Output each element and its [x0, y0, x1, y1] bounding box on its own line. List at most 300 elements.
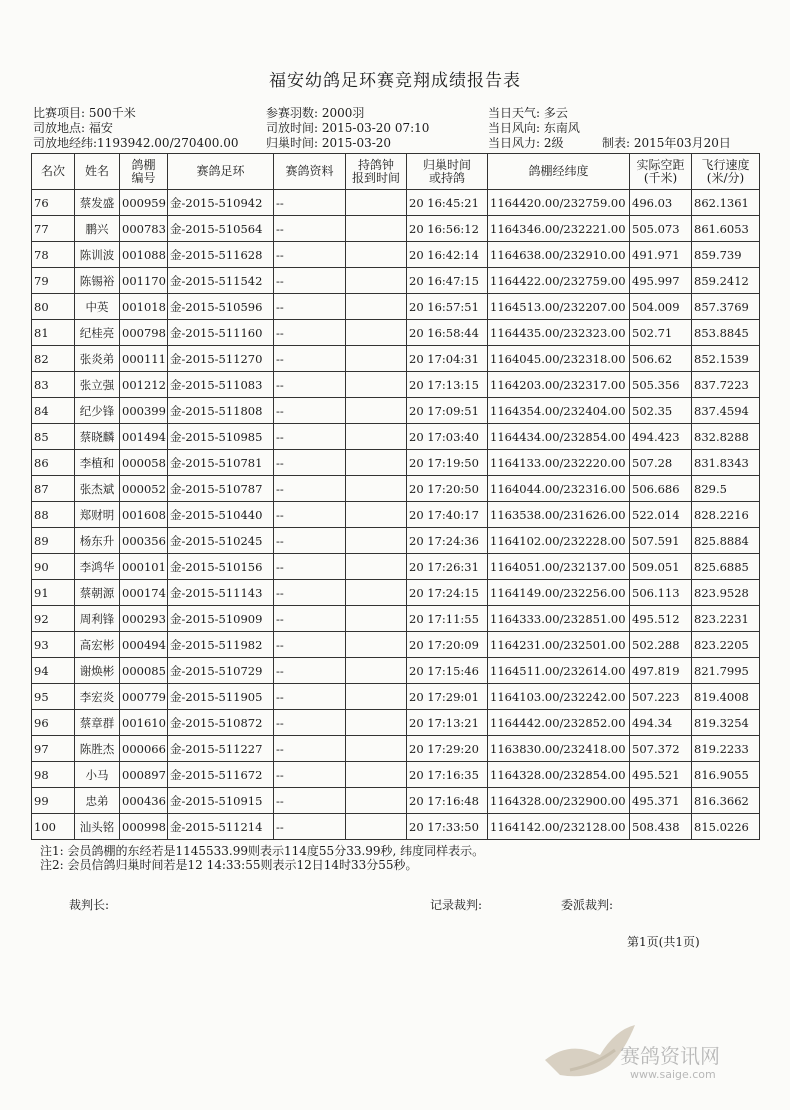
cell-clock-time	[346, 528, 407, 554]
table-row	[32, 632, 760, 658]
header-name: 姓名	[75, 154, 120, 190]
cell-ring-no: 金-2015-510787	[168, 476, 274, 502]
cell-ring-no: 金-2015-511143	[168, 580, 274, 606]
cell-ring-no: 金-2015-510985	[168, 424, 274, 450]
table-row	[32, 346, 760, 372]
table-row	[32, 684, 760, 710]
cell-clock-time	[346, 346, 407, 372]
cell-arrival-time: 20 16:47:15	[407, 268, 488, 294]
cell-distance: 505.073	[630, 216, 692, 242]
cell-arrival-time: 20 17:15:46	[407, 658, 488, 684]
cell-clock-time	[346, 606, 407, 632]
cell-clock-time	[346, 684, 407, 710]
cell-loft-coordinates: 1164513.00/232207.00	[488, 294, 630, 320]
cell-distance: 491.971	[630, 242, 692, 268]
cell-name: 陈胜杰	[75, 736, 120, 762]
cell-rank: 89	[32, 528, 75, 554]
cell-loft-coordinates: 1164103.00/232242.00	[488, 684, 630, 710]
cell-loft-no: 000356	[120, 528, 168, 554]
cell-arrival-time: 20 17:40:17	[407, 502, 488, 528]
cell-bird-info: --	[274, 450, 346, 476]
cell-clock-time	[346, 294, 407, 320]
cell-loft-coordinates: 1164435.00/232323.00	[488, 320, 630, 346]
cell-loft-no: 000779	[120, 684, 168, 710]
cell-ring-no: 金-2015-510564	[168, 216, 274, 242]
cell-speed: 819.4008	[692, 684, 760, 710]
cell-rank: 97	[32, 736, 75, 762]
cell-ring-no: 金-2015-511214	[168, 814, 274, 840]
cell-bird-info: --	[274, 762, 346, 788]
cell-arrival-time: 20 17:09:51	[407, 398, 488, 424]
cell-loft-coordinates: 1164051.00/232137.00	[488, 554, 630, 580]
note-2: 注2: 会员信鸽归巢时间若是12 14:33:55则表示12日14时33分55秒。	[40, 858, 418, 872]
cell-speed: 862.1361	[692, 190, 760, 216]
cell-bird-info: --	[274, 242, 346, 268]
table-row	[32, 788, 760, 814]
cell-name: 蔡晓麟	[75, 424, 120, 450]
cell-loft-coordinates: 1164045.00/232318.00	[488, 346, 630, 372]
cell-bird-info: --	[274, 788, 346, 814]
cell-distance: 508.438	[630, 814, 692, 840]
cell-ring-no: 金-2015-511672	[168, 762, 274, 788]
cell-clock-time	[346, 450, 407, 476]
cell-name: 小马	[75, 762, 120, 788]
cell-name: 杨东升	[75, 528, 120, 554]
cell-loft-coordinates: 1164511.00/232614.00	[488, 658, 630, 684]
cell-name: 纪桂亮	[75, 320, 120, 346]
cell-distance: 506.113	[630, 580, 692, 606]
cell-ring-no: 金-2015-511542	[168, 268, 274, 294]
cell-loft-no: 000174	[120, 580, 168, 606]
cell-ring-no: 金-2015-510729	[168, 658, 274, 684]
table-row	[32, 294, 760, 320]
cell-loft-coordinates: 1164422.00/232759.00	[488, 268, 630, 294]
cell-distance: 502.35	[630, 398, 692, 424]
cell-rank: 96	[32, 710, 75, 736]
release-place: 司放地点: 福安	[33, 121, 113, 135]
cell-ring-no: 金-2015-511808	[168, 398, 274, 424]
cell-bird-info: --	[274, 320, 346, 346]
cell-loft-no: 000436	[120, 788, 168, 814]
cell-loft-coordinates: 1164203.00/232317.00	[488, 372, 630, 398]
cell-arrival-time: 20 17:13:15	[407, 372, 488, 398]
cell-speed: 828.2216	[692, 502, 760, 528]
cell-name: 陈训波	[75, 242, 120, 268]
table-row	[32, 814, 760, 840]
header-distance: 实际空距 (千米)	[630, 154, 692, 190]
cell-speed: 831.8343	[692, 450, 760, 476]
cell-rank: 92	[32, 606, 75, 632]
cell-ring-no: 金-2015-510872	[168, 710, 274, 736]
cell-clock-time	[346, 268, 407, 294]
cell-bird-info: --	[274, 710, 346, 736]
cell-speed: 832.8288	[692, 424, 760, 450]
cell-rank: 91	[32, 580, 75, 606]
table-row	[32, 268, 760, 294]
race-item: 比赛项目: 500千米	[33, 106, 136, 120]
cell-clock-time	[346, 372, 407, 398]
header-rank: 名次	[32, 154, 75, 190]
cell-arrival-time: 20 17:29:01	[407, 684, 488, 710]
appointed-judge-label: 委派裁判:	[561, 898, 614, 912]
cell-name: 蔡朝源	[75, 580, 120, 606]
cell-rank: 79	[32, 268, 75, 294]
cell-distance: 507.372	[630, 736, 692, 762]
cell-bird-info: --	[274, 346, 346, 372]
cell-name: 中英	[75, 294, 120, 320]
cell-rank: 82	[32, 346, 75, 372]
cell-arrival-time: 20 17:29:20	[407, 736, 488, 762]
cell-bird-info: --	[274, 736, 346, 762]
cell-arrival-time: 20 16:56:12	[407, 216, 488, 242]
info-column-1	[33, 106, 239, 151]
cell-rank: 99	[32, 788, 75, 814]
table-row	[32, 424, 760, 450]
cell-loft-coordinates: 1164434.00/232854.00	[488, 424, 630, 450]
table-row	[32, 242, 760, 268]
cell-loft-no: 000101	[120, 554, 168, 580]
cell-loft-coordinates: 1164346.00/232221.00	[488, 216, 630, 242]
notes	[40, 844, 484, 872]
cell-speed: 861.6053	[692, 216, 760, 242]
cell-loft-no: 000052	[120, 476, 168, 502]
cell-clock-time	[346, 736, 407, 762]
cell-bird-info: --	[274, 294, 346, 320]
cell-speed: 823.2231	[692, 606, 760, 632]
cell-loft-no: 001018	[120, 294, 168, 320]
table-row	[32, 762, 760, 788]
entry-count: 参赛羽数: 2000羽	[266, 106, 365, 120]
table-row	[32, 554, 760, 580]
cell-name: 郑财明	[75, 502, 120, 528]
header-clock-time: 持鸽钟 报到时间	[346, 154, 407, 190]
cell-distance: 496.03	[630, 190, 692, 216]
table-row	[32, 736, 760, 762]
cell-name: 张杰斌	[75, 476, 120, 502]
cell-bird-info: --	[274, 502, 346, 528]
cell-arrival-time: 20 17:20:50	[407, 476, 488, 502]
cell-loft-coordinates: 1164328.00/232854.00	[488, 762, 630, 788]
cell-speed: 837.7223	[692, 372, 760, 398]
table-row	[32, 398, 760, 424]
chief-judge-label: 裁判长:	[69, 898, 110, 912]
cell-clock-time	[346, 710, 407, 736]
cell-speed: 837.4594	[692, 398, 760, 424]
cell-distance: 494.34	[630, 710, 692, 736]
cell-distance: 504.009	[630, 294, 692, 320]
cell-distance: 495.512	[630, 606, 692, 632]
cell-arrival-time: 20 17:26:31	[407, 554, 488, 580]
cell-name: 高宏彬	[75, 632, 120, 658]
cell-loft-no: 000058	[120, 450, 168, 476]
cell-speed: 816.3662	[692, 788, 760, 814]
cell-name: 李宏炎	[75, 684, 120, 710]
cell-rank: 88	[32, 502, 75, 528]
cell-loft-coordinates: 1164638.00/232910.00	[488, 242, 630, 268]
cell-distance: 506.62	[630, 346, 692, 372]
cell-distance: 502.288	[630, 632, 692, 658]
report-title: 福安幼鸽足环赛竞翔成绩报告表	[269, 71, 521, 91]
cell-bird-info: --	[274, 216, 346, 242]
cell-loft-coordinates: 1164231.00/232501.00	[488, 632, 630, 658]
cell-speed: 857.3769	[692, 294, 760, 320]
cell-rank: 81	[32, 320, 75, 346]
cell-speed: 825.6885	[692, 554, 760, 580]
cell-name: 张立强	[75, 372, 120, 398]
table-row	[32, 658, 760, 684]
cell-rank: 94	[32, 658, 75, 684]
cell-name: 汕头铭	[75, 814, 120, 840]
cell-name: 李植和	[75, 450, 120, 476]
cell-distance: 497.819	[630, 658, 692, 684]
wind-direction: 当日风向: 东南风	[488, 121, 580, 135]
table-row	[32, 216, 760, 242]
cell-distance: 522.014	[630, 502, 692, 528]
cell-arrival-time: 20 17:11:55	[407, 606, 488, 632]
results-table	[31, 153, 760, 840]
cell-rank: 84	[32, 398, 75, 424]
cell-arrival-time: 20 17:19:50	[407, 450, 488, 476]
cell-arrival-time: 20 17:04:31	[407, 346, 488, 372]
header-loft-no: 鸽棚 编号	[120, 154, 168, 190]
cell-name: 周利锋	[75, 606, 120, 632]
cell-ring-no: 金-2015-511982	[168, 632, 274, 658]
cell-loft-coordinates: 1164333.00/232851.00	[488, 606, 630, 632]
cell-ring-no: 金-2015-510245	[168, 528, 274, 554]
cell-bird-info: --	[274, 424, 346, 450]
cell-clock-time	[346, 476, 407, 502]
cell-bird-info: --	[274, 658, 346, 684]
cell-loft-coordinates: 1164354.00/232404.00	[488, 398, 630, 424]
cell-distance: 507.591	[630, 528, 692, 554]
made-date: 制表: 2015年03月20日	[602, 136, 731, 150]
cell-speed: 816.9055	[692, 762, 760, 788]
cell-speed: 823.9528	[692, 580, 760, 606]
cell-rank: 93	[32, 632, 75, 658]
cell-loft-no: 001212	[120, 372, 168, 398]
cell-loft-no: 000494	[120, 632, 168, 658]
cell-name: 忠弟	[75, 788, 120, 814]
cell-arrival-time: 20 17:24:15	[407, 580, 488, 606]
cell-loft-no: 001608	[120, 502, 168, 528]
cell-distance: 507.223	[630, 684, 692, 710]
cell-loft-no: 001610	[120, 710, 168, 736]
cell-arrival-time: 20 17:16:35	[407, 762, 488, 788]
table-row	[32, 606, 760, 632]
cell-rank: 80	[32, 294, 75, 320]
cell-bird-info: --	[274, 268, 346, 294]
cell-clock-time	[346, 762, 407, 788]
cell-loft-coordinates: 1164149.00/232256.00	[488, 580, 630, 606]
cell-distance: 505.356	[630, 372, 692, 398]
cell-loft-no: 001494	[120, 424, 168, 450]
table-row	[32, 710, 760, 736]
header-bird-info: 赛鸽资料	[274, 154, 346, 190]
cell-arrival-time: 20 16:42:14	[407, 242, 488, 268]
cell-loft-coordinates: 1164442.00/232852.00	[488, 710, 630, 736]
cell-loft-no: 000293	[120, 606, 168, 632]
cell-bird-info: --	[274, 580, 346, 606]
cell-arrival-time: 20 17:03:40	[407, 424, 488, 450]
return-date: 归巢时间: 2015-03-20	[266, 136, 392, 150]
cell-loft-no: 000998	[120, 814, 168, 840]
record-judge-label: 记录裁判:	[430, 898, 483, 912]
cell-bird-info: --	[274, 476, 346, 502]
cell-distance: 495.521	[630, 762, 692, 788]
cell-loft-coordinates: 1164420.00/232759.00	[488, 190, 630, 216]
table-header	[32, 154, 760, 190]
table-row	[32, 450, 760, 476]
cell-loft-coordinates: 1164044.00/232316.00	[488, 476, 630, 502]
table-row	[32, 580, 760, 606]
cell-name: 蔡章群	[75, 710, 120, 736]
cell-loft-no: 000959	[120, 190, 168, 216]
cell-clock-time	[346, 658, 407, 684]
cell-arrival-time: 20 16:45:21	[407, 190, 488, 216]
cell-speed: 821.7995	[692, 658, 760, 684]
note-1: 注1: 会员鸽棚的东经若是1145533.99则表示114度55分33.99秒, 纬度同样表示。	[40, 844, 485, 858]
release-coordinates: 司放地经纬:1193942.00/270400.00	[33, 136, 239, 150]
cell-arrival-time: 20 17:33:50	[407, 814, 488, 840]
cell-ring-no: 金-2015-510915	[168, 788, 274, 814]
cell-speed: 829.5	[692, 476, 760, 502]
cell-speed: 819.3254	[692, 710, 760, 736]
cell-ring-no: 金-2015-511270	[168, 346, 274, 372]
cell-ring-no: 金-2015-510909	[168, 606, 274, 632]
cell-name: 鹏兴	[75, 216, 120, 242]
cell-ring-no: 金-2015-511160	[168, 320, 274, 346]
cell-speed: 815.0226	[692, 814, 760, 840]
cell-clock-time	[346, 242, 407, 268]
table-row	[32, 320, 760, 346]
cell-arrival-time: 20 16:57:51	[407, 294, 488, 320]
cell-rank: 85	[32, 424, 75, 450]
cell-rank: 83	[32, 372, 75, 398]
cell-loft-coordinates: 1164142.00/232128.00	[488, 814, 630, 840]
cell-ring-no: 金-2015-510942	[168, 190, 274, 216]
info-column-3	[488, 106, 580, 151]
cell-loft-coordinates: 1164133.00/232220.00	[488, 450, 630, 476]
cell-name: 张炎弟	[75, 346, 120, 372]
cell-loft-no: 001088	[120, 242, 168, 268]
cell-loft-no: 001170	[120, 268, 168, 294]
watermark-url: www.saige.com	[630, 1068, 716, 1081]
cell-ring-no: 金-2015-511905	[168, 684, 274, 710]
cell-ring-no: 金-2015-510440	[168, 502, 274, 528]
cell-bird-info: --	[274, 190, 346, 216]
cell-loft-coordinates: 1164328.00/232900.00	[488, 788, 630, 814]
cell-loft-no: 000783	[120, 216, 168, 242]
cell-bird-info: --	[274, 528, 346, 554]
cell-name: 李鸿华	[75, 554, 120, 580]
cell-name: 蔡发盛	[75, 190, 120, 216]
info-column-2	[266, 106, 429, 151]
cell-speed: 825.8884	[692, 528, 760, 554]
cell-rank: 77	[32, 216, 75, 242]
cell-arrival-time: 20 17:20:09	[407, 632, 488, 658]
cell-arrival-time: 20 17:13:21	[407, 710, 488, 736]
cell-clock-time	[346, 632, 407, 658]
cell-distance: 495.997	[630, 268, 692, 294]
cell-clock-time	[346, 788, 407, 814]
table-row	[32, 528, 760, 554]
header-ring-no: 赛鸽足环	[168, 154, 274, 190]
cell-rank: 95	[32, 684, 75, 710]
cell-clock-time	[346, 398, 407, 424]
cell-speed: 823.2205	[692, 632, 760, 658]
cell-rank: 76	[32, 190, 75, 216]
cell-bird-info: --	[274, 814, 346, 840]
cell-bird-info: --	[274, 606, 346, 632]
cell-clock-time	[346, 320, 407, 346]
cell-loft-no: 000399	[120, 398, 168, 424]
cell-rank: 86	[32, 450, 75, 476]
cell-distance: 506.686	[630, 476, 692, 502]
cell-name: 陈锡裕	[75, 268, 120, 294]
header-speed: 飞行速度 (米/分)	[692, 154, 760, 190]
cell-rank: 78	[32, 242, 75, 268]
cell-loft-no: 000066	[120, 736, 168, 762]
cell-speed: 852.1539	[692, 346, 760, 372]
watermark-name: 赛鸽资讯网	[620, 1044, 720, 1068]
weather: 当日天气: 多云	[488, 106, 568, 120]
cell-bird-info: --	[274, 554, 346, 580]
cell-loft-coordinates: 1163830.00/232418.00	[488, 736, 630, 762]
cell-arrival-time: 20 17:16:48	[407, 788, 488, 814]
header-loft-coordinates: 鸽棚经纬度	[488, 154, 630, 190]
cell-speed: 853.8845	[692, 320, 760, 346]
cell-arrival-time: 20 16:58:44	[407, 320, 488, 346]
cell-rank: 98	[32, 762, 75, 788]
cell-rank: 100	[32, 814, 75, 840]
table-row	[32, 476, 760, 502]
page-number: 第1页(共1页)	[627, 935, 700, 949]
cell-ring-no: 金-2015-511083	[168, 372, 274, 398]
wind-force: 当日风力: 2级	[488, 136, 564, 150]
cell-distance: 507.28	[630, 450, 692, 476]
cell-loft-no: 000798	[120, 320, 168, 346]
cell-speed: 859.739	[692, 242, 760, 268]
cell-speed: 859.2412	[692, 268, 760, 294]
cell-distance: 495.371	[630, 788, 692, 814]
cell-ring-no: 金-2015-510156	[168, 554, 274, 580]
cell-clock-time	[346, 216, 407, 242]
release-time: 司放时间: 2015-03-20 07:10	[266, 121, 430, 135]
cell-rank: 90	[32, 554, 75, 580]
cell-loft-coordinates: 1163538.00/231626.00	[488, 502, 630, 528]
cell-clock-time	[346, 502, 407, 528]
cell-arrival-time: 20 17:24:36	[407, 528, 488, 554]
cell-name: 谢焕彬	[75, 658, 120, 684]
cell-loft-no: 000111	[120, 346, 168, 372]
cell-speed: 819.2233	[692, 736, 760, 762]
cell-distance: 494.423	[630, 424, 692, 450]
cell-loft-no: 000897	[120, 762, 168, 788]
cell-clock-time	[346, 814, 407, 840]
cell-ring-no: 金-2015-510596	[168, 294, 274, 320]
cell-ring-no: 金-2015-511628	[168, 242, 274, 268]
header-arrival-time: 归巢时间 或持鸽	[407, 154, 488, 190]
table-row	[32, 502, 760, 528]
cell-bird-info: --	[274, 684, 346, 710]
cell-rank: 87	[32, 476, 75, 502]
cell-bird-info: --	[274, 372, 346, 398]
cell-distance: 502.71	[630, 320, 692, 346]
cell-ring-no: 金-2015-511227	[168, 736, 274, 762]
cell-bird-info: --	[274, 632, 346, 658]
cell-distance: 509.051	[630, 554, 692, 580]
table-body	[32, 190, 760, 840]
